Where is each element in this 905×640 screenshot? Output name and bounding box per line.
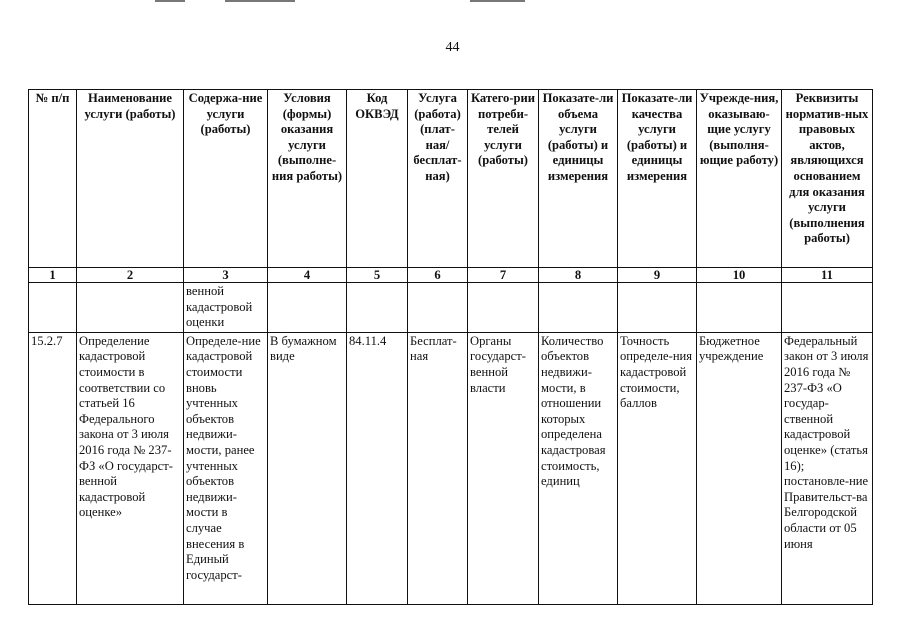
- header-conditions: Условия (формы) оказания услуги (выполне-ния работы): [268, 90, 347, 268]
- cell-content-continued: венной кадастровой оценки: [184, 283, 268, 333]
- cell-legal: Федеральный закон от 3 июля 2016 года № 237-ФЗ «О государ-ственной кадастровой оценке» (статья 16); постановле-ние Правительст-ва Белгородской области от 05 июня: [782, 332, 873, 604]
- column-number: 9: [618, 268, 697, 283]
- cell-consumers: Органы государст-венной власти: [468, 332, 539, 604]
- header-content: Содержа-ние услуги (работы): [184, 90, 268, 268]
- header-institution: Учрежде-ния, оказываю-щие услугу (выполня-ющие работу): [697, 90, 782, 268]
- cell-okved: 84.11.4: [347, 332, 408, 604]
- header-consumers: Катего-рии потреби-телей услуги (работы): [468, 90, 539, 268]
- cell-volume: Количество объектов недвижи-мости, в отношении которых определена кадастровая стоимость, единиц: [539, 332, 618, 604]
- scan-top-marks: [0, 0, 905, 4]
- column-number: 1: [29, 268, 77, 283]
- empty-cell: [29, 283, 77, 333]
- column-number: 10: [697, 268, 782, 283]
- header-quality: Показате-ли качества услуги (работы) и единицы измерения: [618, 90, 697, 268]
- column-numbers-row: [29, 268, 873, 283]
- cell-paid: Бесплат-ная: [408, 332, 468, 604]
- header-okved: Код ОКВЭД: [347, 90, 408, 268]
- empty-cell: [468, 283, 539, 333]
- header-volume: Показате-ли объема услуги (работы) и единицы измерения: [539, 90, 618, 268]
- empty-cell: [268, 283, 347, 333]
- empty-cell: [408, 283, 468, 333]
- table-header-row: [29, 90, 873, 268]
- header-legal: Реквизиты норматив-ных правовых актов, являющихся основанием для оказания услуги (выполнения работы): [782, 90, 873, 268]
- column-number: 7: [468, 268, 539, 283]
- page-number: 44: [445, 40, 460, 55]
- column-number: 11: [782, 268, 873, 283]
- column-number: 8: [539, 268, 618, 283]
- empty-cell: [77, 283, 184, 333]
- cell-name: Определение кадастровой стоимости в соответствии со статьей 16 Федерального закона от 3 июля 2016 года № 237-ФЗ «О государст-венной кадастровой оценке»: [77, 332, 184, 604]
- empty-cell: [782, 283, 873, 333]
- empty-cell: [539, 283, 618, 333]
- column-number: 6: [408, 268, 468, 283]
- cell-conditions: В бумажном виде: [268, 332, 347, 604]
- cell-institution: Бюджетное учреждение: [697, 332, 782, 604]
- column-number: 5: [347, 268, 408, 283]
- header-name: Наименование услуги (работы): [77, 90, 184, 268]
- empty-cell: [697, 283, 782, 333]
- column-number: 4: [268, 268, 347, 283]
- cell-num: 15.2.7: [29, 332, 77, 604]
- cell-content: Определе-ние кадастровой стоимости вновь учтенных объектов недвижи-мости, ранее учтенных объектов недвижи-мости в случае внесения в Единый государст-: [184, 332, 268, 604]
- header-num: № п/п: [29, 90, 77, 268]
- services-table: [28, 89, 873, 605]
- empty-cell: [618, 283, 697, 333]
- column-number: 3: [184, 268, 268, 283]
- header-paid: Услуга (работа) (плат-ная/ бесплат-ная): [408, 90, 468, 268]
- table-row-continued: [29, 283, 873, 333]
- column-number: 2: [77, 268, 184, 283]
- empty-cell: [347, 283, 408, 333]
- table-row: [29, 332, 873, 604]
- cell-quality: Точность определе-ния кадастровой стоимости, баллов: [618, 332, 697, 604]
